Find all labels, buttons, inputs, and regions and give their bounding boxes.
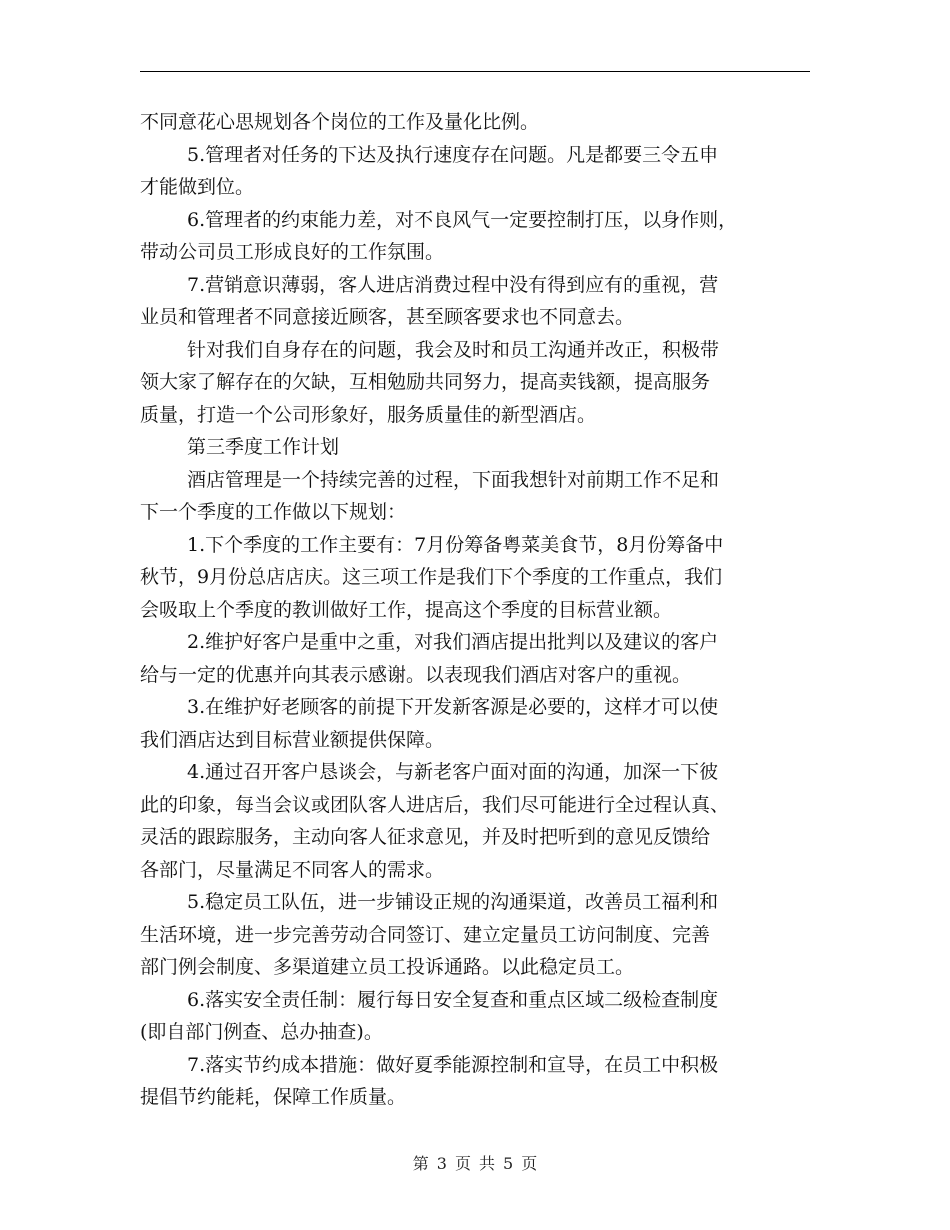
text-line: 质量，打造一个公司形象好，服务质量佳的新型酒店。 xyxy=(140,403,597,426)
text-line: 给与一定的优惠并向其表示感谢。以表现我们酒店对客户的重视。 xyxy=(140,663,692,686)
text-line: 7.落实节约成本措施：做好夏季能源控制和宣导，在员工中积极 xyxy=(187,1053,719,1076)
text-line: 下一个季度的工作做以下规划： xyxy=(140,501,407,523)
text-line: (即自部门例查、总办抽查)。 xyxy=(140,1021,383,1043)
page-label-suffix: 页 xyxy=(521,1154,538,1173)
text-line: 3.在维护好老顾客的前提下开发新客源是必要的，这样才可以使 xyxy=(187,696,719,718)
current-page-number: 3 xyxy=(436,1154,447,1173)
total-label-prefix: 共 xyxy=(479,1154,496,1173)
text-line: 我们酒店达到目标营业额提供保障。 xyxy=(140,728,445,751)
text-line: 酒店管理是一个持续完善的过程，下面我想针对前期工作不足和 xyxy=(187,468,720,491)
text-line: 5.稳定员工队伍，进一步铺设正规的沟通渠道，改善员工福利和 xyxy=(187,891,719,913)
page-footer xyxy=(0,1152,950,1176)
text-line: 提倡节约能耗，保障工作质量。 xyxy=(140,1086,407,1108)
text-line: 领大家了解存在的欠缺，互相勉励共同努力，提高卖钱额，提高服务 xyxy=(140,371,711,393)
text-line: 6.管理者的约束能力差，对不良风气一定要控制打压，以身作则， xyxy=(187,208,738,231)
header-rule xyxy=(140,71,810,72)
text-line: 7.营销意识薄弱，客人进店消费过程中没有得到应有的重视，营 xyxy=(187,273,719,296)
text-line: 生活环境，进一步完善劳动合同签订、建立定量员工访问制度、完善 xyxy=(140,923,711,946)
page-label-mid: 页 xyxy=(454,1154,471,1173)
text-line: 灵活的跟踪服务，主动向客人征求意见，并及时把听到的意见反馈给 xyxy=(140,826,711,848)
text-line: 业员和管理者不同意接近顾客，甚至顾客要求也不同意去。 xyxy=(140,306,635,328)
text-line: 秋节，9月份总店店庆。这三项工作是我们下个季度的工作重点，我们 xyxy=(140,566,723,588)
total-pages-number: 5 xyxy=(503,1154,514,1173)
document-body xyxy=(140,106,810,1114)
section-heading: 第三季度工作计划 xyxy=(187,436,340,458)
text-line: 部门例会制度、多渠道建立员工投诉通路。以此稳定员工。 xyxy=(140,956,635,978)
text-line: 1.下个季度的工作主要有：7月份筹备粤菜美食节，8月份筹备中 xyxy=(187,533,724,556)
text-line: 6.落实安全责任制：履行每日安全复查和重点区域二级检查制度 xyxy=(187,988,719,1011)
page-label-prefix: 第 xyxy=(412,1154,429,1173)
text-line: 不同意花心思规划各个岗位的工作及量化比例。 xyxy=(140,111,540,133)
text-line: 5.管理者对任务的下达及执行速度存在问题。凡是都要三令五申 xyxy=(187,143,719,166)
text-line: 会吸取上个季度的教训做好工作，提高这个季度的目标营业额。 xyxy=(140,598,673,621)
text-line: 2.维护好客户是重中之重，对我们酒店提出批判以及建议的客户 xyxy=(187,631,719,653)
text-line: 各部门，尽量满足不同客人的需求。 xyxy=(140,858,445,881)
text-line: 针对我们自身存在的问题，我会及时和员工沟通并改正，积极带 xyxy=(187,338,720,361)
text-line: 此的印象，每当会议或团队客人进店后，我们尽可能进行全过程认真、 xyxy=(140,793,730,816)
text-line: 才能做到位。 xyxy=(140,176,255,198)
text-line: 带动公司员工形成良好的工作氛围。 xyxy=(140,241,445,263)
text-line: 4.通过召开客户恳谈会，与新老客户面对面的沟通，加深一下彼 xyxy=(187,761,719,783)
